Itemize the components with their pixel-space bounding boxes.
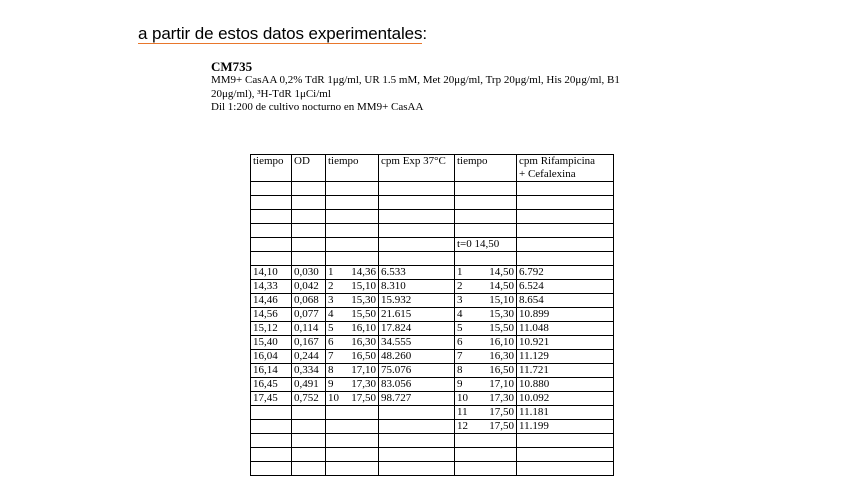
row-time: 17,10	[351, 364, 376, 376]
header-row	[251, 155, 614, 182]
row-index: 10	[328, 392, 339, 404]
row-index: 4	[328, 308, 334, 320]
desc-line: MM9+ CasAA 0,2% TdR 1μg/ml, UR 1.5 mM, Met 20μg/ml, Trp 20μg/ml, His 20μg/ml, B1	[211, 74, 620, 86]
section-heading	[138, 24, 427, 44]
row-index: 1	[457, 266, 463, 278]
cell-cpm-rif: 11.199	[517, 420, 614, 434]
row-time: 15,30	[351, 294, 376, 306]
table-row	[251, 406, 614, 420]
row-time: 16,50	[489, 364, 514, 376]
cell-od: 0,077	[292, 308, 326, 322]
cell-cpm-exp: 48.260	[379, 350, 455, 364]
row-index: 3	[457, 294, 463, 306]
header-cpm-rif-line1: cpm Rifampicina	[519, 155, 596, 167]
blank-row	[251, 224, 614, 238]
cell-cpm-exp	[379, 406, 455, 420]
cell-tiempo: 14,56	[251, 308, 292, 322]
desc-line: Dil 1:200 de cultivo nocturno en MM9+ CasAA	[211, 101, 424, 113]
heading-text: a partir de estos datos experimentales	[138, 24, 423, 43]
cell-cpm-rif: 11.129	[517, 350, 614, 364]
row-index: 9	[457, 378, 463, 390]
row-index: 5	[328, 322, 334, 334]
row-index: 7	[328, 350, 334, 362]
blank-row	[251, 434, 614, 448]
cell-od: 0,334	[292, 364, 326, 378]
blank-row	[251, 196, 614, 210]
cell-cpm-exp: 34.555	[379, 336, 455, 350]
cell-od	[292, 406, 326, 420]
row-time: 16,30	[351, 336, 376, 348]
cell-cpm-exp: 15.932	[379, 294, 455, 308]
cell-od: 0,167	[292, 336, 326, 350]
table-row	[251, 322, 614, 336]
cell-od	[292, 420, 326, 434]
data-table	[250, 154, 614, 476]
cell-od: 0,244	[292, 350, 326, 364]
cell-tiempo-2	[326, 350, 379, 364]
row-index: 11	[457, 406, 468, 418]
t0-row	[251, 238, 614, 252]
row-time: 15,10	[351, 280, 376, 292]
cell-tiempo-3	[455, 378, 517, 392]
row-time: 15,50	[351, 308, 376, 320]
table-row	[251, 266, 614, 280]
cell-cpm-rif: 6.792	[517, 266, 614, 280]
cell-cpm-rif: 11.048	[517, 322, 614, 336]
row-time: 16,10	[489, 336, 514, 348]
cell-tiempo-2	[326, 308, 379, 322]
table-row	[251, 294, 614, 308]
header-tiempo-3: tiempo	[455, 155, 517, 182]
cell-cpm-exp: 83.056	[379, 378, 455, 392]
row-time: 16,10	[351, 322, 376, 334]
row-index: 5	[457, 322, 463, 334]
cell-od: 0,068	[292, 294, 326, 308]
cell-tiempo: 14,46	[251, 294, 292, 308]
cell-tiempo-2	[326, 322, 379, 336]
cell-tiempo-2	[326, 420, 379, 434]
cell-tiempo: 15,12	[251, 322, 292, 336]
row-time: 17,50	[489, 420, 514, 432]
cell-od: 0,042	[292, 280, 326, 294]
cell-tiempo-3	[455, 280, 517, 294]
row-time: 15,30	[489, 308, 514, 320]
cell-tiempo-3	[455, 294, 517, 308]
cell-tiempo-3	[455, 322, 517, 336]
cell-cpm-exp: 21.615	[379, 308, 455, 322]
cell-tiempo-3	[455, 350, 517, 364]
cell-cpm-rif: 8.654	[517, 294, 614, 308]
row-index: 6	[328, 336, 334, 348]
blank-row	[251, 210, 614, 224]
header-cpm-exp: cpm Exp 37°C	[379, 155, 455, 182]
row-index: 2	[457, 280, 463, 292]
blank-row	[251, 448, 614, 462]
row-index: 9	[328, 378, 334, 390]
cell-od: 0,114	[292, 322, 326, 336]
row-time: 17,30	[489, 392, 514, 404]
cell-tiempo-3	[455, 336, 517, 350]
cell-cpm-rif: 10.092	[517, 392, 614, 406]
header-cpm-rif	[517, 155, 614, 182]
cell-tiempo-2	[326, 392, 379, 406]
row-index: 2	[328, 280, 334, 292]
cell-cpm-rif: 10.880	[517, 378, 614, 392]
row-index: 3	[328, 294, 334, 306]
table-row	[251, 392, 614, 406]
cell-tiempo-2	[326, 364, 379, 378]
heading-colon: :	[422, 24, 428, 43]
row-index: 12	[457, 420, 468, 432]
cell-tiempo-3	[455, 420, 517, 434]
cell-tiempo: 14,33	[251, 280, 292, 294]
cell-od: 0,030	[292, 266, 326, 280]
cell-tiempo: 16,14	[251, 364, 292, 378]
cell-tiempo-2	[326, 280, 379, 294]
cell-cpm-exp: 8.310	[379, 280, 455, 294]
cell-tiempo-2	[326, 336, 379, 350]
table-row	[251, 378, 614, 392]
strain-code: CM735	[211, 59, 253, 74]
cell-tiempo-2	[326, 406, 379, 420]
cell-tiempo-2	[326, 294, 379, 308]
cell-cpm-exp: 6.533	[379, 266, 455, 280]
table-row	[251, 336, 614, 350]
header-tiempo: tiempo	[251, 155, 292, 182]
cell-od: 0,752	[292, 392, 326, 406]
cell-tiempo: 15,40	[251, 336, 292, 350]
cell-tiempo-3	[455, 364, 517, 378]
cell-cpm-rif: 11.181	[517, 406, 614, 420]
row-index: 6	[457, 336, 463, 348]
row-time: 17,50	[489, 406, 514, 418]
cell-cpm-rif: 11.721	[517, 364, 614, 378]
cell-cpm-rif: 10.921	[517, 336, 614, 350]
desc-line: 20μg/ml), ³H-TdR 1μCi/ml	[211, 87, 331, 100]
cell-cpm-exp: 17.824	[379, 322, 455, 336]
row-time: 16,30	[489, 350, 514, 362]
row-index: 1	[328, 266, 334, 278]
cell-tiempo-3	[455, 406, 517, 420]
table-row	[251, 308, 614, 322]
cell-tiempo: 16,45	[251, 378, 292, 392]
cell-cpm-rif: 6.524	[517, 280, 614, 294]
row-index: 10	[457, 392, 468, 404]
row-index: 4	[457, 308, 463, 320]
row-time: 16,50	[351, 350, 376, 362]
header-tiempo-2: tiempo	[326, 155, 379, 182]
cell-tiempo	[251, 420, 292, 434]
table-row	[251, 420, 614, 434]
cell-tiempo-3	[455, 392, 517, 406]
table-row	[251, 364, 614, 378]
t0-cell: t=0 14,50	[455, 238, 517, 252]
row-index: 8	[457, 364, 463, 376]
cell-cpm-rif: 10.899	[517, 308, 614, 322]
table-row	[251, 350, 614, 364]
measurement-rows	[251, 266, 614, 434]
header-cpm-rif-line2: + Cefalexina	[519, 168, 576, 180]
medium-description	[211, 74, 691, 115]
cell-tiempo	[251, 406, 292, 420]
row-time: 15,10	[489, 294, 514, 306]
blank-row	[251, 252, 614, 266]
cell-cpm-exp: 98.727	[379, 392, 455, 406]
row-time: 15,50	[489, 322, 514, 334]
row-time: 17,30	[351, 378, 376, 390]
blank-row	[251, 462, 614, 476]
header-od: OD	[292, 155, 326, 182]
cell-tiempo: 14,10	[251, 266, 292, 280]
table-row	[251, 280, 614, 294]
cell-tiempo-3	[455, 266, 517, 280]
row-time: 17,50	[351, 392, 376, 404]
cell-tiempo: 16,04	[251, 350, 292, 364]
blank-row	[251, 182, 614, 196]
row-index: 8	[328, 364, 334, 376]
cell-cpm-exp: 75.076	[379, 364, 455, 378]
cell-tiempo-2	[326, 266, 379, 280]
cell-tiempo-3	[455, 308, 517, 322]
row-index: 7	[457, 350, 463, 362]
row-time: 14,50	[489, 266, 514, 278]
row-time: 14,50	[489, 280, 514, 292]
cell-cpm-exp	[379, 420, 455, 434]
cell-tiempo: 17,45	[251, 392, 292, 406]
cell-od: 0,491	[292, 378, 326, 392]
row-time: 17,10	[489, 378, 514, 390]
cell-tiempo-2	[326, 378, 379, 392]
row-time: 14,36	[351, 266, 376, 278]
